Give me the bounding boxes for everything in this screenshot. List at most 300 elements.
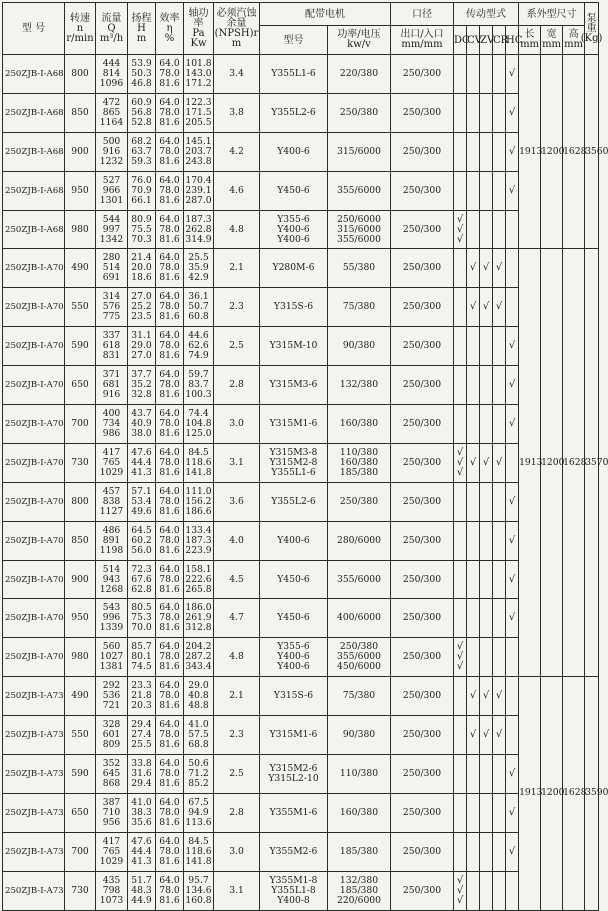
header-length: 长 mm [519, 26, 541, 55]
cell-speed: 650 [65, 366, 96, 405]
cell-drive-dc [454, 560, 467, 599]
check-icon: √ [508, 340, 516, 352]
cell-head: 64.5 60.2 56.0 [128, 521, 156, 560]
cell-efficiency: 64.0 78.0 81.6 [156, 755, 184, 794]
cell-flow: 435 798 1073 [96, 871, 128, 910]
cell-width: 1200 [541, 55, 563, 249]
table-row [3, 93, 599, 132]
header-motor-model: 型号 [260, 26, 328, 55]
cell-efficiency: 64.0 78.0 81.6 [156, 210, 184, 249]
check-icon: √ [456, 894, 464, 906]
check-icon: √ [495, 456, 503, 468]
cell-model: 250ZJB-I-A68 [3, 171, 65, 210]
cell-speed: 900 [65, 560, 96, 599]
cell-length: 1913 [519, 55, 541, 249]
cell-drive-hc [506, 832, 519, 871]
cell-shaft-power: 36.1 50.7 60.8 [184, 288, 214, 327]
cell-drive-dc [454, 871, 467, 910]
cell-model: 250ZJB-I-A70 [3, 405, 65, 444]
cell-shaft-power: 101.8 143.0 171.2 [184, 55, 214, 94]
cell-npsh: 3.0 [214, 832, 260, 871]
cell-weight: 3560 [585, 55, 599, 249]
cell-caliber: 250/300 [391, 599, 454, 638]
cell-speed: 650 [65, 793, 96, 832]
cell-caliber: 250/300 [391, 366, 454, 405]
cell-head: 47.6 44.4 41.3 [128, 443, 156, 482]
cell-efficiency: 64.0 78.0 81.6 [156, 93, 184, 132]
check-icon: √ [469, 456, 477, 468]
check-icon: √ [482, 690, 490, 702]
table-row [3, 288, 599, 327]
cell-npsh: 4.2 [214, 132, 260, 171]
check-icon: √ [508, 573, 516, 585]
cell-speed: 850 [65, 93, 96, 132]
cell-shaft-power: 95.7 134.6 160.8 [184, 871, 214, 910]
cell-drive-cr [493, 405, 506, 444]
cell-drive-cv [467, 521, 480, 560]
cell-model: 250ZJB-I-A68 [3, 132, 65, 171]
cell-speed: 850 [65, 521, 96, 560]
cell-motor-power: 315/6000 [328, 132, 391, 171]
cell-drive-hc [506, 716, 519, 755]
cell-drive-dc [454, 93, 467, 132]
cell-drive-cr [493, 55, 506, 94]
cell-efficiency: 64.0 78.0 81.6 [156, 327, 184, 366]
cell-flow: 543 996 1339 [96, 599, 128, 638]
cell-drive-cv [467, 755, 480, 794]
cell-motor-power: 250/6000 315/6000 355/6000 [328, 210, 391, 249]
cell-flow: 352 645 868 [96, 755, 128, 794]
cell-drive-hc [506, 132, 519, 171]
cell-drive-zv [480, 560, 493, 599]
cell-npsh: 3.1 [214, 443, 260, 482]
cell-drive-dc [454, 677, 467, 716]
cell-flow: 328 601 809 [96, 716, 128, 755]
cell-flow: 457 838 1127 [96, 482, 128, 521]
cell-efficiency: 64.0 78.0 81.6 [156, 832, 184, 871]
cell-drive-hc [506, 521, 519, 560]
cell-drive-dc [454, 171, 467, 210]
cell-caliber: 250/300 [391, 171, 454, 210]
cell-shaft-power: 145.1 203.7 243.8 [184, 132, 214, 171]
check-icon: √ [508, 806, 516, 818]
cell-shaft-power: 29.0 40.8 48.8 [184, 677, 214, 716]
cell-flow: 314 576 775 [96, 288, 128, 327]
cell-shaft-power: 44.6 62.6 74.9 [184, 327, 214, 366]
cell-model: 250ZJB-I-A70 [3, 366, 65, 405]
cell-drive-hc [506, 677, 519, 716]
cell-motor-power: 132/380 [328, 366, 391, 405]
cell-efficiency: 64.0 78.0 81.6 [156, 132, 184, 171]
check-icon: √ [456, 661, 464, 673]
cell-drive-cv [467, 793, 480, 832]
cell-length: 1913 [519, 249, 541, 677]
cell-model: 250ZJB-I-A70 [3, 599, 65, 638]
cell-flow: 280 514 691 [96, 249, 128, 288]
cell-shaft-power: 84.5 118.6 141.8 [184, 832, 214, 871]
cell-drive-cv [467, 443, 480, 482]
cell-head: 72.3 67.6 62.8 [128, 560, 156, 599]
cell-drive-zv [480, 677, 493, 716]
cell-speed: 550 [65, 716, 96, 755]
cell-caliber: 250/300 [391, 716, 454, 755]
cell-head: 41.0 38.3 35.6 [128, 793, 156, 832]
cell-drive-cr [493, 93, 506, 132]
cell-motor-power: 250/380 355/6000 450/6000 [328, 638, 391, 677]
check-icon: √ [469, 262, 477, 274]
cell-drive-hc [506, 755, 519, 794]
pump-spec-table [2, 2, 608, 911]
cell-motor-power: 110/380 160/380 185/380 [328, 443, 391, 482]
check-icon: √ [508, 67, 516, 79]
table-row [3, 249, 599, 288]
cell-caliber: 250/300 [391, 755, 454, 794]
table-row [3, 366, 599, 405]
cell-npsh: 4.8 [214, 638, 260, 677]
cell-motor-power: 90/380 [328, 327, 391, 366]
cell-motor-model: Y450-6 [260, 171, 328, 210]
cell-speed: 730 [65, 443, 96, 482]
cell-drive-cv [467, 871, 480, 910]
header-shaft-power: 轴功率 Pa Kw [184, 3, 214, 55]
cell-drive-hc [506, 249, 519, 288]
cell-drive-cr [493, 171, 506, 210]
cell-motor-power: 90/380 [328, 716, 391, 755]
table-row [3, 560, 599, 599]
cell-drive-cv [467, 55, 480, 94]
cell-model: 250ZJB-I-A70 [3, 288, 65, 327]
cell-caliber: 250/300 [391, 871, 454, 910]
cell-shaft-power: 84.5 118.6 141.8 [184, 443, 214, 482]
cell-drive-dc [454, 366, 467, 405]
header-drive-zv: ZV [480, 26, 493, 55]
cell-caliber: 250/300 [391, 132, 454, 171]
cell-motor-power: 400/6000 [328, 599, 391, 638]
header-motor-power: 功率/电压 kw/v [328, 26, 391, 55]
cell-flow: 472 865 1164 [96, 93, 128, 132]
header-width: 宽 mm [541, 26, 563, 55]
cell-npsh: 4.6 [214, 171, 260, 210]
cell-motor-model: Y355M2-6 [260, 832, 328, 871]
header-model: 型 号 [3, 3, 65, 55]
cell-motor-model: Y315M2-6 Y315L2-10 [260, 755, 328, 794]
check-icon: √ [495, 301, 503, 313]
cell-shaft-power: 204.2 287.2 343.4 [184, 638, 214, 677]
cell-drive-hc [506, 327, 519, 366]
cell-drive-zv [480, 210, 493, 249]
cell-width: 1200 [541, 677, 563, 910]
cell-model: 250ZJB-I-A70 [3, 560, 65, 599]
header-drive-cv: CV [467, 26, 480, 55]
cell-drive-dc [454, 755, 467, 794]
table-row [3, 327, 599, 366]
cell-drive-cr [493, 716, 506, 755]
cell-efficiency: 64.0 78.0 81.6 [156, 871, 184, 910]
cell-model: 250ZJB-I-A68 [3, 210, 65, 249]
cell-model: 250ZJB-I-A68 [3, 93, 65, 132]
header-caliber: 出口/入口 mm/mm [391, 26, 454, 55]
cell-flow: 486 891 1198 [96, 521, 128, 560]
cell-motor-power: 55/380 [328, 249, 391, 288]
cell-speed: 700 [65, 405, 96, 444]
cell-npsh: 2.3 [214, 716, 260, 755]
check-icon: √ [508, 184, 516, 196]
cell-drive-dc [454, 405, 467, 444]
cell-width: 1200 [541, 249, 563, 677]
cell-flow: 387 710 956 [96, 793, 128, 832]
cell-drive-dc [454, 521, 467, 560]
cell-motor-model: Y355L2-6 [260, 93, 328, 132]
cell-drive-cr [493, 871, 506, 910]
cell-drive-cr [493, 366, 506, 405]
cell-drive-hc [506, 560, 519, 599]
check-icon: √ [508, 145, 516, 157]
check-icon: √ [456, 641, 464, 653]
table-row [3, 793, 599, 832]
cell-shaft-power: 74.4 104.8 125.0 [184, 405, 214, 444]
cell-model: 250ZJB-I-A73 [3, 832, 65, 871]
table-row [3, 210, 599, 249]
cell-npsh: 4.0 [214, 521, 260, 560]
cell-drive-dc [454, 793, 467, 832]
check-icon: √ [456, 446, 464, 458]
check-icon: √ [456, 651, 464, 663]
cell-flow: 544 997 1342 [96, 210, 128, 249]
cell-head: 31.1 29.0 27.0 [128, 327, 156, 366]
cell-motor-model: Y355L2-6 [260, 482, 328, 521]
cell-flow: 292 536 721 [96, 677, 128, 716]
cell-drive-dc [454, 482, 467, 521]
cell-drive-hc [506, 443, 519, 482]
cell-drive-cr [493, 793, 506, 832]
cell-efficiency: 64.0 78.0 81.6 [156, 171, 184, 210]
cell-caliber: 250/300 [391, 793, 454, 832]
cell-drive-dc [454, 249, 467, 288]
cell-head: 68.2 63.7 59.3 [128, 132, 156, 171]
cell-shaft-power: 67.5 94.9 113.6 [184, 793, 214, 832]
cell-drive-cr [493, 482, 506, 521]
cell-shaft-power: 133.4 187.3 223.9 [184, 521, 214, 560]
cell-head: 37.7 35.2 32.8 [128, 366, 156, 405]
cell-drive-zv [480, 599, 493, 638]
cell-motor-model: Y355M1-6 [260, 793, 328, 832]
cell-model: 250ZJB-I-A70 [3, 327, 65, 366]
cell-npsh: 2.8 [214, 366, 260, 405]
cell-drive-zv [480, 327, 493, 366]
cell-head: 29.4 27.4 25.5 [128, 716, 156, 755]
cell-shaft-power: 158.1 222.6 265.8 [184, 560, 214, 599]
check-icon: √ [508, 106, 516, 118]
cell-speed: 700 [65, 832, 96, 871]
cell-npsh: 2.1 [214, 249, 260, 288]
cell-drive-hc [506, 93, 519, 132]
cell-motor-model: Y355-6 Y400-6 Y400-6 [260, 638, 328, 677]
table-header [3, 3, 603, 55]
cell-drive-cr [493, 210, 506, 249]
cell-caliber: 250/300 [391, 638, 454, 677]
cell-drive-zv [480, 132, 493, 171]
cell-drive-zv [480, 521, 493, 560]
cell-efficiency: 64.0 78.0 81.6 [156, 521, 184, 560]
cell-drive-cv [467, 482, 480, 521]
cell-weight: 3570 [585, 249, 599, 677]
cell-npsh: 3.6 [214, 482, 260, 521]
cell-model: 250ZJB-I-A70 [3, 521, 65, 560]
header-weight: 泵 重 (Kg) [585, 3, 599, 55]
cell-drive-cv [467, 171, 480, 210]
cell-efficiency: 64.0 78.0 81.6 [156, 482, 184, 521]
cell-drive-cv [467, 249, 480, 288]
cell-drive-cr [493, 638, 506, 677]
table-row [3, 638, 599, 677]
cell-drive-zv [480, 482, 493, 521]
cell-drive-cv [467, 366, 480, 405]
check-icon: √ [456, 884, 464, 896]
cell-caliber: 250/300 [391, 55, 454, 94]
cell-drive-cv [467, 327, 480, 366]
table-row [3, 677, 599, 716]
cell-model: 250ZJB-I-A70 [3, 443, 65, 482]
cell-speed: 590 [65, 755, 96, 794]
cell-npsh: 4.8 [214, 210, 260, 249]
cell-motor-power: 250/380 [328, 93, 391, 132]
cell-drive-cr [493, 249, 506, 288]
cell-motor-model: Y450-6 [260, 599, 328, 638]
cell-model: 250ZJB-I-A73 [3, 755, 65, 794]
cell-model: 250ZJB-I-A70 [3, 249, 65, 288]
cell-drive-hc [506, 288, 519, 327]
cell-head: 33.8 31.6 29.4 [128, 755, 156, 794]
cell-shaft-power: 41.0 57.5 68.8 [184, 716, 214, 755]
cell-height: 1628 [563, 677, 585, 910]
cell-drive-cv [467, 677, 480, 716]
cell-npsh: 2.5 [214, 755, 260, 794]
cell-drive-dc [454, 210, 467, 249]
cell-drive-zv [480, 638, 493, 677]
cell-motor-power: 355/6000 [328, 171, 391, 210]
cell-shaft-power: 111.0 156.2 186.6 [184, 482, 214, 521]
cell-head: 51.7 48.3 44.9 [128, 871, 156, 910]
cell-drive-hc [506, 871, 519, 910]
cell-flow: 337 618 831 [96, 327, 128, 366]
cell-npsh: 2.8 [214, 793, 260, 832]
cell-drive-hc [506, 482, 519, 521]
cell-model: 250ZJB-I-A73 [3, 677, 65, 716]
cell-efficiency: 64.0 78.0 81.6 [156, 55, 184, 94]
cell-flow: 400 734 986 [96, 405, 128, 444]
header-flow: 流量 Q m³/h [96, 3, 128, 55]
cell-drive-cv [467, 832, 480, 871]
cell-caliber: 250/300 [391, 560, 454, 599]
cell-drive-dc [454, 55, 467, 94]
cell-drive-zv [480, 443, 493, 482]
cell-drive-zv [480, 793, 493, 832]
cell-speed: 590 [65, 327, 96, 366]
cell-shaft-power: 59.7 83.7 100.3 [184, 366, 214, 405]
cell-drive-cr [493, 443, 506, 482]
cell-efficiency: 64.0 78.0 81.6 [156, 405, 184, 444]
cell-drive-hc [506, 599, 519, 638]
table-row [3, 405, 599, 444]
cell-caliber: 250/300 [391, 405, 454, 444]
cell-caliber: 250/300 [391, 327, 454, 366]
cell-npsh: 3.1 [214, 871, 260, 910]
cell-caliber: 250/300 [391, 482, 454, 521]
cell-motor-model: Y450-6 [260, 560, 328, 599]
cell-npsh: 2.3 [214, 288, 260, 327]
cell-flow: 560 1027 1381 [96, 638, 128, 677]
check-icon: √ [482, 729, 490, 741]
cell-model: 250ZJB-I-A70 [3, 482, 65, 521]
cell-npsh: 3.8 [214, 93, 260, 132]
cell-motor-power: 160/380 [328, 405, 391, 444]
table-row [3, 832, 599, 871]
table-row [3, 521, 599, 560]
cell-npsh: 4.5 [214, 560, 260, 599]
check-icon: √ [456, 466, 464, 478]
cell-motor-power: 185/380 [328, 832, 391, 871]
cell-speed: 490 [65, 249, 96, 288]
cell-flow: 417 765 1029 [96, 832, 128, 871]
cell-motor-model: Y315M1-6 [260, 716, 328, 755]
check-icon: √ [456, 456, 464, 468]
table-row [3, 716, 599, 755]
cell-drive-dc [454, 638, 467, 677]
cell-npsh: 3.0 [214, 405, 260, 444]
cell-drive-cr [493, 560, 506, 599]
cell-caliber: 250/300 [391, 210, 454, 249]
cell-npsh: 3.4 [214, 55, 260, 94]
cell-caliber: 250/300 [391, 288, 454, 327]
cell-drive-zv [480, 405, 493, 444]
cell-drive-zv [480, 171, 493, 210]
check-icon: √ [456, 233, 464, 245]
cell-shaft-power: 186.0 261.9 312.8 [184, 599, 214, 638]
cell-drive-cr [493, 755, 506, 794]
cell-efficiency: 64.0 78.0 81.6 [156, 793, 184, 832]
header-speed: 转速 n r/min [65, 3, 96, 55]
cell-drive-cv [467, 288, 480, 327]
cell-drive-zv [480, 55, 493, 94]
header-drive-group: 传动型式 [454, 3, 519, 26]
cell-model: 250ZJB-I-A68 [3, 55, 65, 94]
cell-shaft-power: 25.5 35.9 42.9 [184, 249, 214, 288]
cell-drive-dc [454, 443, 467, 482]
cell-head: 23.3 21.8 20.3 [128, 677, 156, 716]
cell-drive-cr [493, 832, 506, 871]
cell-caliber: 250/300 [391, 93, 454, 132]
cell-motor-model: Y355M1-8 Y355L1-8 Y400-8 [260, 871, 328, 910]
cell-head: 60.9 56.8 52.8 [128, 93, 156, 132]
table-row [3, 132, 599, 171]
cell-head: 80.9 75.5 70.3 [128, 210, 156, 249]
cell-flow: 444 814 1096 [96, 55, 128, 94]
cell-drive-cv [467, 405, 480, 444]
cell-caliber: 250/300 [391, 249, 454, 288]
cell-drive-zv [480, 249, 493, 288]
cell-head: 57.1 53.4 49.6 [128, 482, 156, 521]
cell-motor-power: 75/380 [328, 677, 391, 716]
cell-npsh: 2.1 [214, 677, 260, 716]
cell-head: 53.9 50.3 46.8 [128, 55, 156, 94]
cell-npsh: 2.5 [214, 327, 260, 366]
cell-drive-hc [506, 210, 519, 249]
table-row [3, 443, 599, 482]
cell-speed: 800 [65, 55, 96, 94]
cell-drive-cv [467, 716, 480, 755]
cell-head: 76.0 70.9 66.1 [128, 171, 156, 210]
check-icon: √ [508, 495, 516, 507]
